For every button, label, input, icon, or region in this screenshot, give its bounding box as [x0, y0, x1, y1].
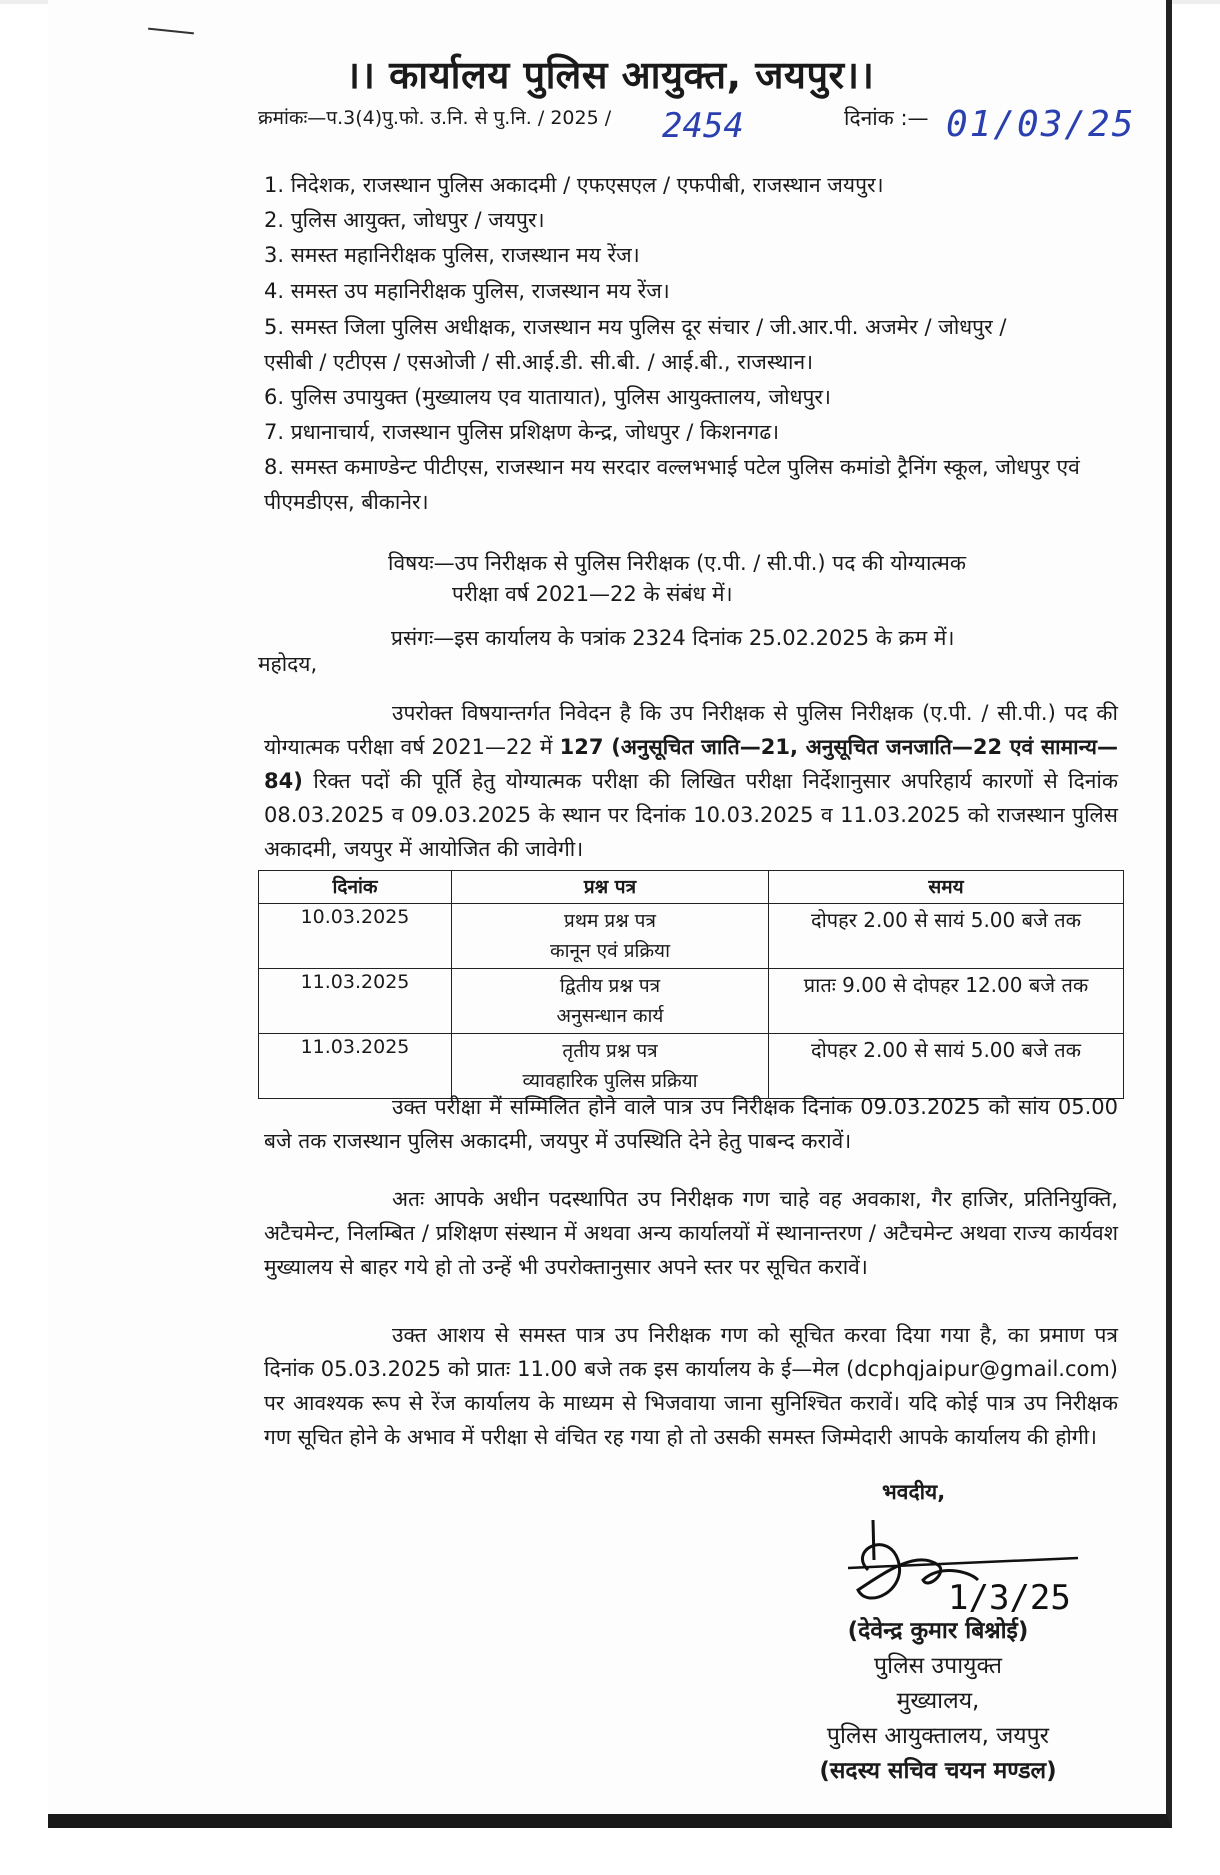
- signatory-role: (सदस्य सचिव चयन मण्डल): [819, 1758, 1057, 1784]
- vacancy-count: 127 (अनुसूचित जाति—21, अनुसूचित जनजाति—22 एवं सामान्य—84): [264, 735, 1118, 793]
- table-row: 11.03.2025 तृतीय प्रश्न पत्र व्यावहारिक पुलिस प्रक्रिया दोपहर 2.00 से सायं 5.00 बजे तक: [259, 1034, 1124, 1099]
- salutation: महोदय,: [258, 652, 318, 676]
- signatory-org: पुलिस आयुक्तालय, जयपुर: [826, 1723, 1050, 1749]
- paragraph-4: उक्त आशय से समस्त पात्र उप निरीक्षक गण को सूचित करवा दिया गया है, का प्रमाण पत्र दिनांक 05.03.2025 को प्रातः 11.00 बजे तक इस कार्यालय के ई—मेल (dcphqjaipur@gmail.com) पर आवश्यक रूप से रेंज कार्यालय के माध्यम से भिजवाया जाना सुनिश्चित करावें। यदि कोई पात्र उप निरीक्षक गण सूचित होने के अभाव में परीक्षा से वंचित रह गया हो तो उसकी समस्त जिम्मेदारी आपके कार्यालय की होगी।: [264, 1323, 1118, 1449]
- paragraph-1: उपरोक्त विषयान्तर्गत निवेदन है कि उप निरीक्षक से पुलिस निरीक्षक (ए.पी. / सी.पी.) पद की योग्यात्मक परीक्षा वर्ष 2021—22 में 127 (अनुसूचित जाति—21, अनुसूचित जनजाति—22 एवं सामान्य—84) रिक्त पदों की पूर्ति हेतु योग्यात्मक परीक्षा की लिखित परीक्षा निर्देशानुसार अपरिहार्य कारणों से दिनांक 08.03.2025 व 09.03.2025 के स्थान पर दिनांक 10.03.2025 व 11.03.2025 को राजस्थान पुलिस अकादमी, जयपुर में आयोजित की जावेगी।: [264, 701, 1118, 861]
- addressee: 3. समस्त महानिरीक्षक पुलिस, राजस्थान मय रेंज।: [264, 243, 640, 267]
- date-handwritten: 01/03/25: [946, 104, 1136, 145]
- closing: भवदीय,: [882, 1480, 946, 1504]
- signatory-block: [748, 1614, 1128, 1789]
- table-row: 11.03.2025 द्वितीय प्रश्न पत्र अनुसन्धान कार्य प्रातः 9.00 से दोपहर 12.00 बजे तक: [259, 969, 1124, 1034]
- subject-line-2: परीक्षा वर्ष 2021—22 के संबंध में।: [452, 582, 733, 606]
- margin-mark: [148, 28, 194, 35]
- reference-line: प्रसंगः—इस कार्यालय के पत्रांक 2324 दिनांक 25.02.2025 के क्रम में।: [391, 626, 955, 650]
- addressee: 4. समस्त उप महानिरीक्षक पुलिस, राजस्थान मय रेंज।: [264, 279, 670, 303]
- exam-schedule-table: [258, 870, 1124, 1099]
- column-header: दिनांक: [259, 871, 452, 904]
- reference-number: क्रमांकः—प.3(4)पु.फो. उ.नि. से पु.नि. / 2025 /: [258, 107, 612, 129]
- signatory-name: (देवेन्द्र कुमार बिश्नोई): [847, 1618, 1029, 1644]
- paragraph-2: उक्त परीक्षा में सम्मिलित होने वाले पात्र उप निरीक्षक दिनांक 09.03.2025 को सांय 05.00 बजे तक राजस्थान पुलिस अकादमी, जयपुर में उपस्थिति देने हेतु पाबन्द करावें।: [264, 1095, 1118, 1153]
- subject-line: विषयः—उप निरीक्षक से पुलिस निरीक्षक (ए.पी. / सी.पी.) पद की योग्यात्मक: [388, 551, 966, 575]
- reference-number-handwritten: 2454: [662, 106, 744, 146]
- addressee: 7. प्रधानाचार्य, राजस्थान पुलिस प्रशिक्षण केन्द्र, जोधपुर / किशनगढ।: [264, 420, 780, 444]
- addressee: 6. पुलिस उपायुक्त (मुख्यालय एव यातायात), पुलिस आयुक्तालय, जोधपुर।: [264, 385, 831, 409]
- addressee: 1. निदेशक, राजस्थान पुलिस अकादमी / एफएसएल / एफपीबी, राजस्थान जयपुर।: [264, 173, 884, 197]
- column-header: प्रश्न पत्र: [452, 871, 769, 904]
- addressee: 8. समस्त कमाण्डेन्ट पीटीएस, राजस्थान मय सरदार वल्लभभाई पटेल पुलिस कमांडो ट्रैनिंग स्कूल, जोधपुर एवं पीएमडीएस, बीकानेर।: [264, 455, 1080, 514]
- date-label: दिनांक :—: [844, 106, 929, 130]
- letter-page: [48, 0, 1172, 1828]
- column-header: समय: [769, 871, 1124, 904]
- signature-date: 1/3/25: [948, 1578, 1071, 1618]
- signatory-designation: पुलिस उपायुक्त: [874, 1653, 1002, 1679]
- signatory-office: मुख्यालय,: [896, 1688, 980, 1714]
- office-title: ।। कार्यालय पुलिस आयुक्त, जयपुर।।: [345, 53, 875, 97]
- paragraph-3: अतः आपके अधीन पदस्थापित उप निरीक्षक गण चाहे वह अवकाश, गैर हाजिर, प्रतिनियुक्ति, अटैचमेन्ट, निलम्बित / प्रशिक्षण संस्थान में अथवा अन्य कार्यालयों में स्थानान्तरण / अटैचमेन्ट अथवा राज्य कार्यवश मुख्यालय से बाहर गये हो तो उन्हें भी उपरोक्तानुसार अपने स्तर पर सूचित करावें।: [264, 1187, 1118, 1279]
- addressee: 2. पुलिस आयुक्त, जोधपुर / जयपुर।: [264, 208, 545, 232]
- table-row: 10.03.2025 प्रथम प्रश्न पत्र कानून एवं प्रक्रिया दोपहर 2.00 से सायं 5.00 बजे तक: [259, 904, 1124, 969]
- addressee: 5. समस्त जिला पुलिस अधीक्षक, राजस्थान मय पुलिस दूर संचार / जी.आर.पी. अजमेर / जोधपुर / एसीबी / एटीएस / एसओजी / सी.आई.डी. सी.बी. / आई.बी., राजस्थान।: [264, 315, 1007, 374]
